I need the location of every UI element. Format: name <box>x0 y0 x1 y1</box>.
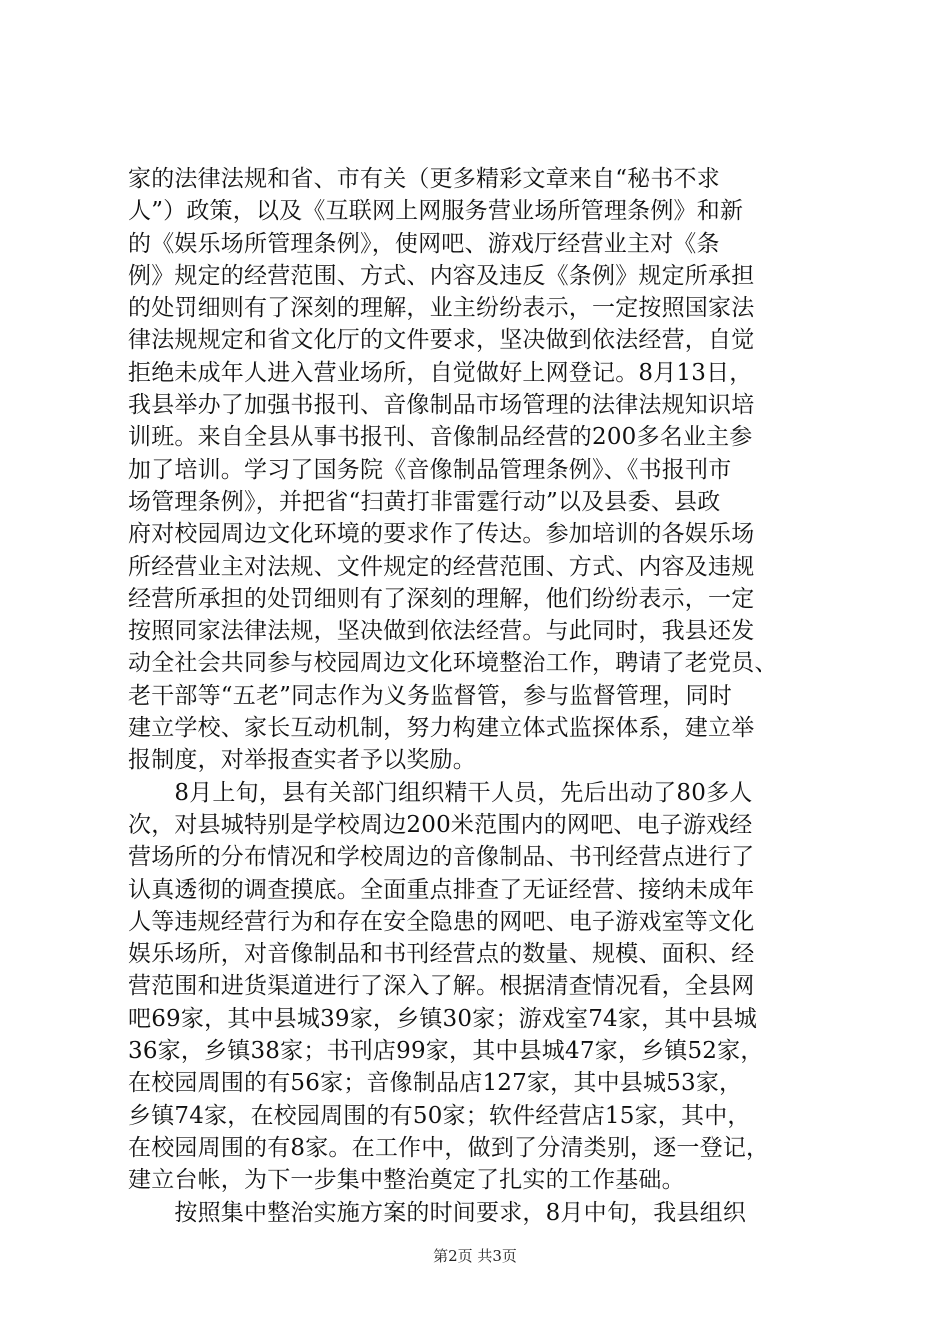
text-line: 娱乐场所，对音像制品和书刊经营点的数量、规模、面积、经 <box>128 941 755 968</box>
text-line: 拒绝未成年人进入营业场所，自觉做好上网登记。8月13日， <box>128 359 753 386</box>
text-line: 吧69家，其中县城39家，乡镇30家；游戏室74家，其中县城 <box>128 1005 758 1032</box>
text-line: 乡镇74家，在校园周围的有50家；软件经营店15家，其中， <box>128 1102 751 1129</box>
text-line: 人”）政策，以及《互联网上网服务营业场所管理条例》和新 <box>128 198 744 225</box>
text-line: 律法规规定和省文化厅的文件要求，坚决做到依法经营，自觉 <box>128 327 755 354</box>
text-line: 的处罚细则有了深刻的理解，业主纷纷表示，一定按照国家法 <box>128 295 755 322</box>
text-line: 动全社会共同参与校园周边文化环境整治工作，聘请了老党员、 <box>128 650 778 677</box>
text-line: 经营所承担的处罚细则有了深刻的理解，他们纷纷表示，一定 <box>128 585 755 612</box>
text-line: 营场所的分布情况和学校周边的音像制品、书刊经营点进行了 <box>128 844 755 871</box>
text-line: 府对校园周边文化环境的要求作了传达。参加培训的各娱乐场 <box>128 521 755 548</box>
text-line: 营范围和进货渠道进行了深入了解。根据清查情况看，全县网 <box>128 973 755 1000</box>
text-line: 按照集中整治实施方案的时间要求，8月中旬，我县组织 <box>128 1199 747 1226</box>
text-line: 建立台帐，为下一步集中整治奠定了扎实的工作基础。 <box>128 1167 685 1194</box>
text-line: 报制度，对举报查实者予以奖励。 <box>128 747 476 774</box>
text-line: 在校园周围的有56家；音像制品店127家，其中县城53家， <box>128 1070 743 1097</box>
text-line: 36家，乡镇38家；书刊店99家，其中县城47家，乡镇52家， <box>128 1038 764 1065</box>
text-line: 训班。来自全县从事书报刊、音像制品经营的200多名业主参 <box>128 424 753 451</box>
text-line: 按照同家法律法规，坚决做到依法经营。与此同时，我县还发 <box>128 618 755 645</box>
text-line: 建立学校、家长互动机制，努力构建立体式监探体系，建立举 <box>128 715 755 742</box>
text-line: 老干部等“五老”同志作为义务监督管，参与监督管理，同时 <box>128 682 732 709</box>
text-line: 例》规定的经营范围、方式、内容及违反《条例》规定所承担 <box>128 262 755 289</box>
text-line: 认真透彻的调查摸底。全面重点排查了无证经营、接纳未成年 <box>128 876 755 903</box>
text-line: 我县举办了加强书报刊、音像制品市场管理的法律法规知识培 <box>128 392 755 419</box>
text-line: 场管理条例》，并把省“扫黄打非雷霆行动”以及县委、县政 <box>128 488 721 515</box>
text-line: 次，对县城特别是学校周边200米范围内的网吧、电子游戏经 <box>128 811 753 838</box>
body-text <box>128 163 828 1229</box>
text-line: 在校园周围的有8家。在工作中，做到了分清类别，逐一登记， <box>128 1134 770 1161</box>
text-line: 所经营业主对法规、文件规定的经营范围、方式、内容及违规 <box>128 553 755 580</box>
page-footer: 第2页 共3页 <box>433 1247 517 1265</box>
text-line: 加了培训。学习了国务院《音像制品管理条例》、《书报刊市 <box>128 456 732 483</box>
text-line: 家的法律法规和省、市有关（更多精彩文章来自“秘书不求 <box>128 166 720 192</box>
text-line: 的《娱乐场所管理条例》，使网吧、游戏厅经营业主对《条 <box>128 230 720 257</box>
text-line: 人等违规经营行为和存在安全隐患的网吧、电子游戏室等文化 <box>128 908 755 935</box>
text-line: 8月上旬，县有关部门组织精干人员，先后出动了80多人 <box>128 779 753 806</box>
